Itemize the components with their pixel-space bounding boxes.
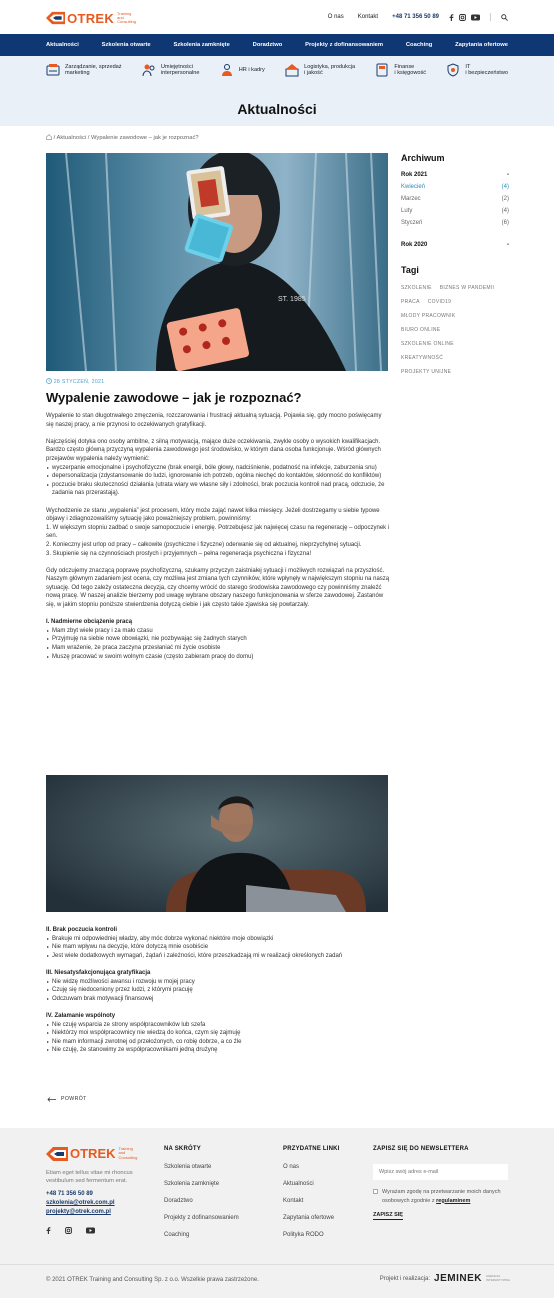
- footer-about: [46, 1146, 146, 1234]
- footer-about-text: Etiam eget tellus vitae mi rhoncus vestibulum sed fermentum erat.: [46, 1170, 133, 1184]
- step-item: 3. Skupienie się na czynnościach prostych i przyjemnych – pełna regeneracja psychiczna i fizyczna!: [46, 550, 312, 557]
- section-list: [46, 935, 390, 961]
- hr-icon: [220, 63, 234, 77]
- tag[interactable]: PRACA: [401, 299, 420, 305]
- footer-heading: ZAPISZ SIĘ DO NEWSLETTERA: [373, 1146, 469, 1152]
- top-links: [314, 13, 508, 21]
- sidebar: [401, 153, 509, 383]
- tag[interactable]: BIZNES W PANDEMII: [439, 285, 495, 291]
- hero-image: [46, 153, 388, 371]
- list-item: Nie mam informacji zwrotnej od przełożonych, co robię dobrze, a co źle: [46, 1038, 390, 1047]
- page-title: Aktualności: [237, 101, 317, 117]
- step-item: 2. Konieczny jest urlop od pracy – całkowite (psychiczne i fizyczne) oderwanie się od aktualnej, nieprzychylnej sytuacji.: [46, 541, 362, 548]
- tired-man-photo: [46, 775, 388, 912]
- post-title: Wypalenie zawodowe – jak je rozpoznać?: [46, 390, 302, 405]
- footer-link[interactable]: Zapytania ofertowe: [283, 1215, 335, 1221]
- search-icon[interactable]: [501, 14, 508, 21]
- footer-heading: PRZYDATNE LINKI: [283, 1146, 340, 1152]
- footer-link[interactable]: Kontakt: [283, 1198, 304, 1204]
- subscribe-button[interactable]: ZAPISZ SIĘ: [373, 1212, 403, 1218]
- archive-month[interactable]: Marzec (2): [401, 196, 509, 202]
- breadcrumb: [46, 134, 199, 141]
- instagram-icon[interactable]: [459, 14, 466, 21]
- consent-checkbox[interactable]: [373, 1189, 378, 1194]
- list-item: depersonalizacja (zdystansowanie do ludzi, ignorowanie ich potrzeb, ogólna niechęć do kontaktów, skłonność do konfliktów): [46, 472, 390, 481]
- section-heading: II. Brak poczucia kontroli: [46, 927, 118, 933]
- footer-newsletter: [373, 1146, 508, 1220]
- archive-title: Archiwum: [401, 153, 445, 163]
- footer-shortcuts: [164, 1146, 264, 1249]
- article-image: [46, 775, 388, 912]
- home-icon[interactable]: [46, 134, 52, 140]
- category-management[interactable]: Zarządzanie, sprzedaż marketing: [46, 63, 122, 77]
- list-item: Nie widzę możliwości awansu i rozwoju w mojej pracy: [46, 978, 390, 987]
- paragraph: Wychodzenie ze stanu „wypalenia” jest procesem, który może zająć nawet kilka miesięcy. Jeżeli dostrzegamy u siebie typowe objawy i zdiagnozowaliśmy sytuację jako poważniejszy problem, powinniśmy:: [46, 507, 380, 523]
- logistics-icon: [285, 63, 299, 77]
- nav-item-closed-trainings[interactable]: Szkolenia zamknięte: [173, 42, 230, 48]
- paragraph: Wypalenie to stan długotrwałego zmęczenia, rozczarowania i frustracji aktualną sytuacją. Pojawia się, gdy mocno poświęcamy się naszej pracy, a nie przynosi to oczekiwanych gratyfikacji.: [46, 413, 382, 428]
- footer-link[interactable]: Aktualności: [283, 1181, 314, 1187]
- nav-item-offer-requests[interactable]: Zapytania ofertowe: [455, 42, 508, 48]
- footer-link[interactable]: Szkolenia zamknięte: [164, 1181, 220, 1187]
- category-interpersonal[interactable]: Umiejętności interpersonalne: [142, 63, 200, 77]
- tag[interactable]: BIURO ONLINE: [401, 327, 441, 333]
- list-item: Odczuwam brak motywacji finansowej: [46, 995, 390, 1004]
- category-hr[interactable]: HR i kadry: [220, 63, 265, 77]
- paragraph: Najczęściej dotyka ono osoby ambitne, z silną motywacją, mające duże oczekiwania, zwykle osoby o wysokich kwalifikacjach. Bardzo często główną przyczyną wypalenia zawodowego jest środowisko, w którym dana osoba funkcjonuje. Wśród głównych przejawów wypalenia należy wymienić:: [46, 438, 381, 462]
- facebook-icon[interactable]: [46, 1227, 51, 1234]
- category-finance[interactable]: Finanse i księgowość: [375, 63, 426, 77]
- tag[interactable]: KREATYWNOŚĆ: [401, 355, 444, 361]
- instagram-icon[interactable]: [65, 1227, 72, 1234]
- card-throwing-photo: [46, 153, 388, 371]
- tag[interactable]: SZKOLENIE: [401, 285, 432, 291]
- list-item: Mam wrażenie, że praca zaczyna przesłaniać mi życie osobiste: [46, 644, 390, 653]
- breadcrumb-path[interactable]: / Aktualności / Wypalenie zawodowe – jak je rozpoznać?: [53, 135, 199, 141]
- footer-email-projects[interactable]: projekty@otrek.com.pl: [46, 1209, 111, 1215]
- facebook-icon[interactable]: [449, 14, 454, 21]
- section-list: [46, 978, 390, 1004]
- clock-icon: [46, 378, 52, 384]
- section-heading: I. Nadmierne obciążenie pracą: [46, 619, 133, 626]
- youtube-icon[interactable]: [471, 14, 480, 21]
- article-body: [46, 412, 390, 661]
- back-button[interactable]: POWRÓT: [47, 1096, 87, 1102]
- section-list: [46, 1021, 390, 1055]
- footer-link[interactable]: Polityka RODO: [283, 1232, 324, 1238]
- svg-text:ST. 1985: ST. 1985: [278, 296, 306, 303]
- archive-year-2021[interactable]: Rok 2021 -: [401, 172, 509, 178]
- section-heading: III. Niesatysfakcjonująca gratyfikacja: [46, 969, 151, 976]
- list-item: Niektórzy moi współpracownicy nie wiedzą do końca, czym się zajmuję: [46, 1029, 390, 1038]
- archive-month[interactable]: Luty (4): [401, 208, 509, 214]
- top-phone[interactable]: +48 71 356 50 89: [392, 14, 439, 20]
- nav-item-news[interactable]: Aktualności: [46, 42, 79, 48]
- list-item: Nie czuję wsparcia ze strony współpracowników lub szefa: [46, 1021, 390, 1030]
- consent-text: Wyrażam zgodę na przetwarzanie moich danych osobowych zgodnie z regulaminem: [382, 1189, 501, 1204]
- terms-link[interactable]: regulaminem: [436, 1197, 471, 1204]
- category-logistics[interactable]: Logistyka, produkcja i jakość: [285, 63, 355, 77]
- arrow-left-icon: [47, 1097, 56, 1102]
- section-list: [46, 627, 390, 661]
- tag[interactable]: PROJEKTY UNIJNE: [401, 369, 452, 375]
- footer-logo[interactable]: OTREK Training and Consulting: [46, 1146, 146, 1161]
- social-icons: [449, 14, 480, 21]
- category-it[interactable]: IT i bezpieczeństwo: [446, 63, 508, 77]
- top-bar: [0, 0, 554, 34]
- footer-link[interactable]: Doradztwo: [164, 1198, 193, 1204]
- post-date: 28 STYCZEŃ, 2021: [46, 378, 104, 385]
- tags-title: Tagi: [401, 265, 419, 275]
- logo-mark-icon: [46, 11, 65, 25]
- list-item: Brakuje mi odpowiedniej władzy, aby móc dobrze wykonać niektóre moje obowiązki: [46, 935, 390, 944]
- tag-cloud: [401, 285, 509, 383]
- footer-link[interactable]: Szkolenia otwarte: [164, 1164, 212, 1170]
- logo-wordmark: OTREK: [67, 10, 115, 26]
- main-nav: [0, 34, 554, 56]
- list-item: Czuję się niedoceniony przez ludzi, z którymi pracuję: [46, 986, 390, 995]
- archive-month[interactable]: Kwiecień (4): [401, 184, 509, 190]
- symptom-list: [46, 464, 390, 498]
- list-item: Nie czuję, że stanowimy ze współpracownikami jedną drużynę: [46, 1046, 390, 1055]
- management-icon: [46, 63, 60, 77]
- section-heading: IV. Załamanie wspólnoty: [46, 1012, 116, 1019]
- footer-heading: NA SKRÓTY: [164, 1146, 201, 1152]
- footer-link[interactable]: Projekty z dofinansowaniem: [164, 1215, 239, 1221]
- footer-link[interactable]: Coaching: [164, 1232, 190, 1238]
- logo-tagline: Training and Consulting: [117, 10, 136, 25]
- top-link-about[interactable]: O nas: [327, 14, 344, 20]
- youtube-icon[interactable]: [86, 1227, 95, 1234]
- footer-bottom: [0, 1264, 554, 1298]
- list-item: Przyjmuję na siebie nowe obowiązki, nie pozbywając się żadnych starych: [46, 635, 390, 644]
- copyright: © 2021 OTREK Training and Consulting Sp. z o.o. Wszelkie prawa zastrzeżone.: [46, 1277, 259, 1283]
- step-item: 1. W większym stopniu zadbać o swoje samopoczucie i energię. Potrzebujesz jak najwięcej czasu na regenerację – odpoczynek i sen.: [46, 524, 390, 540]
- logo[interactable]: [46, 10, 136, 26]
- it-icon: [446, 63, 460, 77]
- list-item: Jest wiele dodatkowych wymagań, żądań i zależności, które przeszkadzają mi w realizacji określonych zadań: [46, 952, 390, 961]
- divider: [490, 13, 491, 21]
- paragraph: Gdy odczujemy znaczącą poprawę psychofizyczną, szukamy przyczyn zaistniałej sytuacji i możliwych rozwiązań na przyszłość. Naszym głównym zadaniem jest ocena, czy możliwa jest zmiana tych czynników, które wpłynęły w największym stopniu na naszą sytuację. Od tego zależy ostateczna decyzja, czy chcemy wrócić do starego środowiska zawodowego czy powinniśmy znaleźć nową pracę. W naszej analizie bierzemy pod uwagę wybrane obszary naszego funkcjonowania w sferze zawodowej. Zastanów się, w jakim stopniu poniższe stwierdzenia dotyczą ciebie i jak często takie zjawiska się powtarzały.: [46, 567, 390, 609]
- agency-logo[interactable]: JEMINEK: [434, 1273, 482, 1284]
- nav-item-funded-projects[interactable]: Projekty z dofinansowaniem: [305, 42, 384, 48]
- credit: Projekt i realizacja: JEMINEK AGENCJA INTERAKTYWNA: [379, 1273, 510, 1284]
- footer-useful-links: [283, 1146, 363, 1249]
- tag[interactable]: COVID19: [427, 299, 452, 305]
- list-item: poczucie braku skuteczności działania (utrata wiary we własne siły i zdolności, brak poczucia kontroli nad pracą, odczucie, że zadania nas przerastają).: [46, 481, 390, 498]
- archive-month[interactable]: Styczeń (6): [401, 220, 509, 226]
- footer-phone[interactable]: +48 71 356 50 89: [46, 1191, 93, 1197]
- nav-item-consulting[interactable]: Doradztwo: [252, 42, 283, 48]
- list-item: Mam zbyt wiele pracy i za mało czasu: [46, 627, 390, 636]
- newsletter-email-input[interactable]: [373, 1164, 508, 1180]
- tag[interactable]: MŁODY PRACOWNIK: [401, 313, 456, 319]
- finance-icon: [375, 63, 389, 77]
- article-body-continued: [46, 926, 390, 1055]
- people-icon: [142, 63, 156, 77]
- tag[interactable]: SZKOLENIE ONLINE: [401, 341, 454, 347]
- footer-email-trainings[interactable]: szkolenia@otrek.com.pl: [46, 1200, 115, 1206]
- list-item: wyczerpanie emocjonalne i psychofizyczne (brak energii, bóle głowy, nadciśnienie, podatność na infekcje, zaburzenia snu): [46, 464, 390, 473]
- archive-year-2020[interactable]: Rok 2020 -: [401, 242, 509, 248]
- logo-mark-icon: [46, 1147, 68, 1161]
- nav-item-open-trainings[interactable]: Szkolenia otwarte: [101, 42, 151, 48]
- footer-social: [46, 1227, 146, 1234]
- list-item: Muszę pracować w swoim wolnym czasie (często zabieram pracę do domu): [46, 653, 390, 662]
- footer-link[interactable]: O nas: [283, 1164, 300, 1170]
- nav-item-coaching[interactable]: Coaching: [405, 42, 433, 48]
- top-link-contact[interactable]: Kontakt: [357, 14, 379, 20]
- list-item: Nie mam wpływu na decyzje, które dotyczą mnie osobiście: [46, 943, 390, 952]
